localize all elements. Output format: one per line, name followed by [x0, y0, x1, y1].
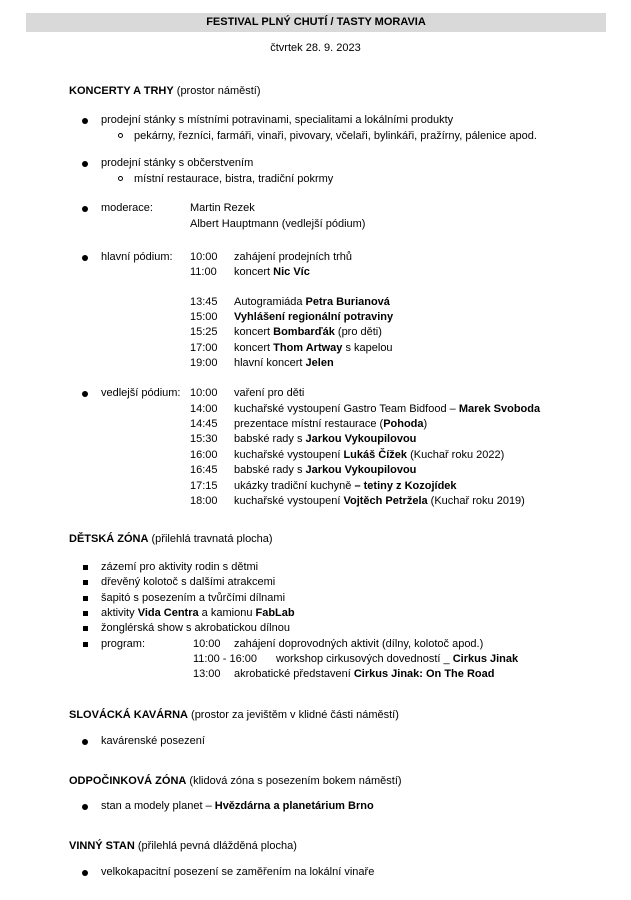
list-item: [101, 559, 258, 575]
item-text: dřevěný kolotoč s dalšími atrakcemi: [101, 576, 276, 588]
moderator-name: Martin Rezek: [190, 202, 255, 214]
hlavni-podium-label: hlavní pódium:: [101, 251, 173, 263]
schedule-time: 11:00: [190, 266, 217, 278]
schedule-text: kuchařské vystoupení Gastro Team Bidfood –: [234, 403, 459, 415]
schedule-item: [234, 385, 304, 401]
schedule-highlight: Jelen: [305, 357, 334, 369]
schedule-highlight: Jarkou Vykoupilovou: [305, 464, 417, 476]
schedule-time: 16:45: [190, 464, 218, 476]
schedule-text: akrobatické představení: [234, 668, 354, 680]
section-odpocinkova-heading: ODPOČINKOVÁ ZÓNA (klidová zóna s posezením bokem náměstí): [69, 775, 402, 787]
schedule-text: babské rady s: [234, 464, 306, 476]
schedule-item: [234, 447, 504, 463]
document-title: FESTIVAL PLNÝ CHUTÍ / TASTY MORAVIA: [26, 13, 606, 32]
schedule-text: ukázky tradiční kuchyně: [234, 480, 355, 492]
schedule-highlight: Cirkus Jinak: [452, 653, 519, 665]
schedule-item: [234, 666, 494, 682]
program-label: program:: [101, 638, 146, 650]
schedule-item: [234, 462, 416, 478]
schedule-time: 13:00: [193, 668, 221, 680]
schedule-text: (Kuchař roku 2022): [407, 449, 505, 461]
bullet-icon: [82, 391, 88, 397]
schedule-highlight: Bombarďák: [273, 326, 335, 338]
bullet-icon: [82, 870, 88, 876]
schedule-item: [234, 636, 483, 652]
bullet-icon: [82, 206, 88, 212]
schedule-time: 10:00: [193, 638, 221, 650]
list-item: [101, 590, 285, 606]
schedule-item: [234, 416, 427, 432]
schedule-time: 17:15: [190, 480, 218, 492]
list-item: prodejní stánky s místními potravinami, specialitami a lokálními produkty: [101, 114, 454, 126]
item-highlight: Vida Centra: [137, 607, 199, 619]
schedule-time: 15:25: [190, 326, 218, 338]
item-text: a kamionu: [198, 607, 256, 619]
schedule-text: hlavní koncert: [234, 357, 306, 369]
bullet-icon: [82, 804, 88, 810]
schedule-item: [234, 324, 382, 340]
item-text: šapitó s posezením a tvůrčími dílnami: [101, 592, 286, 604]
bullet-icon: [82, 118, 88, 124]
list-subitem: místní restaurace, bistra, tradiční pokrmy: [134, 173, 334, 185]
schedule-item: [234, 264, 310, 280]
schedule-highlight: Petra Burianová: [305, 296, 390, 308]
schedule-time: 14:45: [190, 418, 218, 430]
list-item: [101, 620, 290, 636]
schedule-highlight: Lukáš Čížek: [343, 449, 408, 461]
bullet-icon: [83, 580, 88, 585]
schedule-text: koncert: [234, 326, 274, 338]
schedule-highlight: Pohoda: [383, 418, 424, 430]
schedule-highlight: Cirkus Jinak: On The Road: [353, 668, 495, 680]
list-item: velkokapacitní posezení se zaměřením na lokální vinaře: [101, 866, 375, 878]
bullet-icon: [83, 565, 88, 570]
schedule-item: [234, 309, 393, 325]
schedule-text: koncert: [234, 342, 274, 354]
event-date: čtvrtek 28. 9. 2023: [270, 42, 361, 54]
schedule-text: workshop cirkusových dovedností _: [276, 653, 453, 665]
schedule-text: prezentace místní restaurace (: [234, 418, 384, 430]
bullet-icon: [83, 626, 88, 631]
schedule-item: [234, 355, 334, 371]
list-item: [101, 605, 295, 621]
list-subitem: pekárny, řezníci, farmáři, vinaři, pivovary, včelaři, bylinkáři, pražírny, pálenice apod.: [134, 130, 537, 142]
list-item: stan a modely planet – Hvězdárna a planetárium Brno: [101, 800, 374, 812]
bullet-icon: [83, 611, 88, 616]
schedule-item: [234, 249, 352, 265]
schedule-item: [234, 493, 525, 509]
list-item: kavárenské posezení: [101, 735, 205, 747]
schedule-highlight: – tetiny z Kozojídek: [354, 480, 457, 492]
schedule-text: s kapelou: [342, 342, 393, 354]
list-item: prodejní stánky s občerstvením: [101, 157, 254, 169]
moderator-name: Albert Hauptmann (vedlejší pódium): [190, 218, 366, 230]
schedule-time: 14:00: [190, 403, 218, 415]
schedule-highlight: Marek Svoboda: [458, 403, 541, 415]
section-kavarna-heading: SLOVÁCKÁ KAVÁRNA (prostor za jevištěm v klidné části náměstí): [69, 709, 399, 721]
schedule-text: (Kuchař roku 2019): [427, 495, 525, 507]
schedule-item: [234, 294, 390, 310]
bullet-icon: [83, 642, 88, 647]
bullet-icon: [82, 739, 88, 745]
schedule-time: 16:00: [190, 449, 218, 461]
section-vinny-heading: VINNÝ STAN (přilehlá pevná dlážděná plocha): [69, 840, 297, 852]
schedule-text: vaření pro děti: [234, 387, 305, 399]
bullet-icon: [82, 255, 88, 261]
schedule-text: kuchařské vystoupení: [234, 495, 344, 507]
schedule-text: zahájení prodejních trhů: [234, 251, 353, 263]
schedule-time: 17:00: [190, 342, 218, 354]
schedule-item: [234, 401, 540, 417]
circle-bullet-icon: [118, 176, 123, 181]
schedule-highlight: Vojtěch Petržela: [343, 495, 428, 507]
section-detska-heading: DĚTSKÁ ZÓNA (přilehlá travnatá plocha): [69, 533, 273, 545]
section-koncerty-heading: KONCERTY A TRHY (prostor náměstí): [69, 85, 261, 97]
item-text: zázemí pro aktivity rodin s dětmi: [101, 561, 259, 573]
schedule-item: [276, 651, 518, 667]
schedule-time: 18:00: [190, 495, 218, 507]
schedule-highlight: Thom Artway: [273, 342, 343, 354]
schedule-text: babské rady s: [234, 433, 306, 445]
schedule-text: kuchařské vystoupení: [234, 449, 344, 461]
schedule-text: koncert: [234, 266, 274, 278]
schedule-text: Autogramiáda: [234, 296, 306, 308]
schedule-time: 10:00: [190, 387, 218, 399]
schedule-time: 15:30: [190, 433, 218, 445]
vedlejsi-podium-label: vedlejší pódium:: [101, 387, 181, 399]
item-text: aktivity: [101, 607, 138, 619]
schedule-item: [234, 340, 393, 356]
bullet-icon: [83, 596, 88, 601]
item-text: žonglérská show s akrobatickou dílnou: [101, 622, 290, 634]
schedule-time: 19:00: [190, 357, 218, 369]
schedule-item: [234, 478, 457, 494]
schedule-time: 15:00: [190, 311, 218, 323]
schedule-highlight: Jarkou Vykoupilovou: [305, 433, 417, 445]
schedule-time: 11:00 - 16:00: [193, 653, 258, 665]
schedule-time: 13:45: [190, 296, 218, 308]
moderace-label: moderace:: [101, 202, 153, 214]
bullet-icon: [82, 161, 88, 167]
item-highlight: FabLab: [255, 607, 295, 619]
list-item: [101, 574, 275, 590]
schedule-text: (pro děti): [334, 326, 382, 338]
schedule-time: 10:00: [190, 251, 218, 263]
schedule-text: zahájení doprovodných aktivit (dílny, kolotoč apod.): [234, 638, 484, 650]
schedule-highlight: Vyhlášení regionální potraviny: [234, 311, 394, 323]
circle-bullet-icon: [118, 133, 123, 138]
schedule-highlight: Nic Víc: [273, 266, 310, 278]
schedule-text: ): [423, 418, 428, 430]
schedule-item: [234, 431, 416, 447]
